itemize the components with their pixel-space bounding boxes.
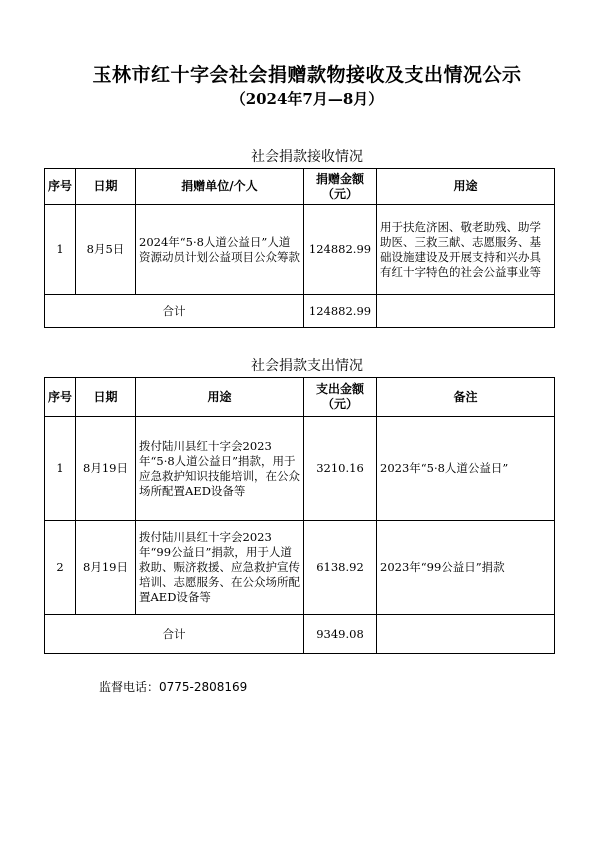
header-date: 日期 bbox=[76, 169, 136, 205]
header-use: 用途 bbox=[136, 378, 304, 417]
total-label: 合计 bbox=[45, 615, 304, 654]
cell-date: 8月19日 bbox=[76, 521, 136, 615]
total-label: 合计 bbox=[45, 295, 304, 328]
table-row bbox=[45, 205, 555, 295]
page-title: 玉林市红十字会社会捐赠款物接收及支出情况公示 bbox=[92, 64, 522, 86]
receipts-table bbox=[44, 168, 555, 328]
cell-amount: 124882.99 bbox=[304, 205, 377, 295]
header-no: 序号 bbox=[45, 378, 76, 417]
cell-no: 2 bbox=[45, 521, 76, 615]
header-use: 用途 bbox=[377, 169, 555, 205]
cell-use: 拨付陆川县红十字会2023年“99公益日”捐款，用于人道救助、赈济救援、应急救护宣传培训、志愿服务、在公众场所配置AED设备等 bbox=[136, 521, 304, 615]
header-donor: 捐赠单位/个人 bbox=[136, 169, 304, 205]
cell-date: 8月19日 bbox=[76, 417, 136, 521]
header-date: 日期 bbox=[76, 378, 136, 417]
header-no: 序号 bbox=[45, 169, 76, 205]
table-row bbox=[45, 417, 555, 521]
supervision-phone: 监督电话：0775-2808169 bbox=[99, 680, 248, 694]
table-row bbox=[45, 521, 555, 615]
header-remark: 备注 bbox=[377, 378, 555, 417]
expenditures-section-title: 社会捐款支出情况 bbox=[251, 358, 363, 374]
total-empty-cell bbox=[377, 615, 555, 654]
cell-date: 8月5日 bbox=[76, 205, 136, 295]
expenditures-header-row bbox=[45, 378, 555, 417]
page-subtitle: （2024年7月—8月） bbox=[230, 90, 384, 108]
header-amount: 支出金额（元） bbox=[304, 378, 377, 417]
cell-no: 1 bbox=[45, 417, 76, 521]
cell-amount: 3210.16 bbox=[304, 417, 377, 521]
expenditures-table bbox=[44, 377, 555, 654]
expenditures-total-row bbox=[45, 615, 555, 654]
receipts-header-row bbox=[45, 169, 555, 205]
total-amount: 9349.08 bbox=[304, 615, 377, 654]
header-amount: 捐赠金额（元） bbox=[304, 169, 377, 205]
cell-no: 1 bbox=[45, 205, 76, 295]
receipts-total-row bbox=[45, 295, 555, 328]
cell-amount: 6138.92 bbox=[304, 521, 377, 615]
total-empty-cell bbox=[377, 295, 555, 328]
cell-use: 用于扶危济困、敬老助残、助学助医、三救三献、志愿服务、基础设施建设及开展支持和兴办具有红十字特色的社会公益事业等 bbox=[377, 205, 555, 295]
total-amount: 124882.99 bbox=[304, 295, 377, 328]
receipts-section-title: 社会捐款接收情况 bbox=[251, 149, 363, 165]
cell-use: 拨付陆川县红十字会2023年“5·8人道公益日”捐款，用于应急救护知识技能培训，在公众场所配置AED设备等 bbox=[136, 417, 304, 521]
cell-donor: 2024年“5·8人道公益日”人道资源动员计划公益项目公众筹款 bbox=[136, 205, 304, 295]
cell-remark: 2023年“99公益日”捐款 bbox=[377, 521, 555, 615]
cell-remark: 2023年“5·8人道公益日” bbox=[377, 417, 555, 521]
